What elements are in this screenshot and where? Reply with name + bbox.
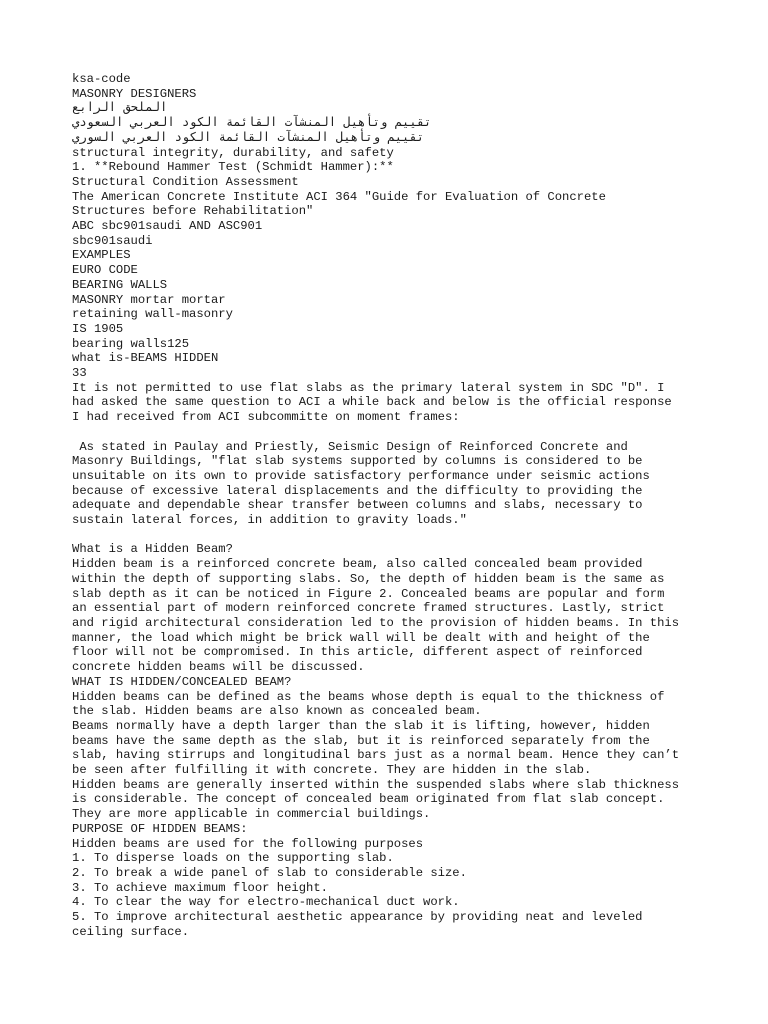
arabic-line-syrian-code [72,131,702,146]
paragraph-line: manner, the load which might be brick wall will be dealt with and height of the [72,630,650,645]
text-line: EURO CODE [72,263,138,278]
paragraph-line: beams have the same depth as the slab, but it is reinforced separately from the [72,733,650,748]
paragraph-line: be seen after fulfilling it with concrete. They are hidden in the slab. [72,763,592,778]
paragraph-line: It is not permitted to use flat slabs as the primary lateral system in SDC "D". I [72,380,665,395]
arabic-text: تقييم وتأهيل المنشآت القائمة الكود العربي السوري [72,130,425,145]
text-line: BEARING WALLS [72,277,168,292]
list-item: ceiling surface. [72,924,190,939]
text-line: EXAMPLES [72,248,131,263]
paragraph-line: They are more applicable in commercial buildings. [72,807,431,822]
quote-line: adequate and dependable shear transfer between columns and slabs, necessary to [72,498,643,513]
paragraph-line: slab depth as it can be noticed in Figure 2. Concealed beams are popular and form [72,586,665,601]
list-item: 3. To achieve maximum floor height. [72,880,328,895]
list-item: 2. To break a wide panel of slab to considerable size. [72,865,467,880]
header-line-ksa-code: ksa-code [72,72,131,86]
text-line: 33 [72,366,87,381]
text-line: Structural Condition Assessment [72,174,299,189]
text-line: The American Concrete Institute ACI 364 "Guide for Evaluation of Concrete [72,189,606,204]
text-line: ABC sbc901saudi AND ASC901 [72,219,263,234]
document-body [72,72,702,939]
text-line: MASONRY mortar mortar [72,292,226,307]
quote-line: Masonry Buildings, "flat slab systems supported by columns is considered to be [72,454,643,469]
arabic-text: تقييم وتأهيل المنشآت القائمة الكود العربي السعودي [72,116,432,131]
paragraph-line: I had received from ACI subcommitte on moment frames: [72,410,460,425]
section-heading: PURPOSE OF HIDDEN BEAMS: [72,821,248,836]
paragraph-line: within the depth of supporting slabs. So, the depth of hidden beam is the same as [72,571,665,586]
paragraph-line: the slab. Hidden beams are also known as concealed beam. [72,704,482,719]
section-heading: WHAT IS HIDDEN/CONCEALED BEAM? [72,674,292,689]
text-line: IS 1905 [72,321,124,336]
quote-line: unsuitable on its own to provide satisfactory performance under seismic actions [72,468,650,483]
text-line: Structures before Rehabilitation" [72,204,314,219]
list-item: 4. To clear the way for electro-mechanical duct work. [72,895,460,910]
quote-line: As stated in Paulay and Priestly, Seismic Design of Reinforced Concrete and [72,439,628,454]
arabic-line-appendix [72,101,702,116]
paragraph-line: Hidden beam is a reinforced concrete beam, also called concealed beam provided [72,557,643,572]
arabic-line-saudi-code [72,116,702,131]
paragraph-line: Hidden beams can be defined as the beams whose depth is equal to the thickness of [72,689,665,704]
quote-line: sustain lateral forces, in addition to gravity loads." [72,513,467,528]
paragraph-line: Beams normally have a depth larger than the slab it is lifting, however, hidden [72,718,650,733]
blank-line [72,528,702,543]
paragraph-line: slab, having stirrups and longitudinal bars just as a normal beam. Hence they can’t [72,748,680,763]
quote-line: because of excessive lateral displacements and the difficulty to providing the [72,483,643,498]
text-line: 1. **Rebound Hammer Test (Schmidt Hammer):** [72,160,394,175]
header-line-masonry-designers: MASONRY DESIGNERS [72,86,197,101]
text-line: retaining wall-masonry [72,307,233,322]
text-line: sbc901saudi [72,233,153,248]
list-item: 5. To improve architectural aesthetic appearance by providing neat and leveled [72,910,643,925]
paragraph-line: an essential part of modern reinforced concrete framed structures. Lastly, strict [72,601,665,616]
paragraph-line: is considerable. The concept of concealed beam originated from flat slab concept. [72,792,665,807]
arabic-text: الملحق الرابع [72,101,168,116]
paragraph-line: Hidden beams are generally inserted within the suspended slabs where slab thickness [72,777,680,792]
text-line: bearing walls125 [72,336,190,351]
list-item: 1. To disperse loads on the supporting slab. [72,851,394,866]
paragraph-line: Hidden beams are used for the following purposes [72,836,424,851]
paragraph-line: floor will not be compromised. In this article, different aspect of reinforced [72,645,643,660]
paragraph-line: and rigid architectural consideration led to the provision of hidden beams. In this [72,615,680,630]
paragraph-line: had asked the same question to ACI a while back and below is the official response [72,395,672,410]
text-line: what is-BEAMS HIDDEN [72,351,219,366]
blank-line [72,425,702,440]
text-line: structural integrity, durability, and safety [72,145,394,160]
section-heading: What is a Hidden Beam? [72,542,233,557]
paragraph-line: concrete hidden beams will be discussed. [72,660,365,675]
